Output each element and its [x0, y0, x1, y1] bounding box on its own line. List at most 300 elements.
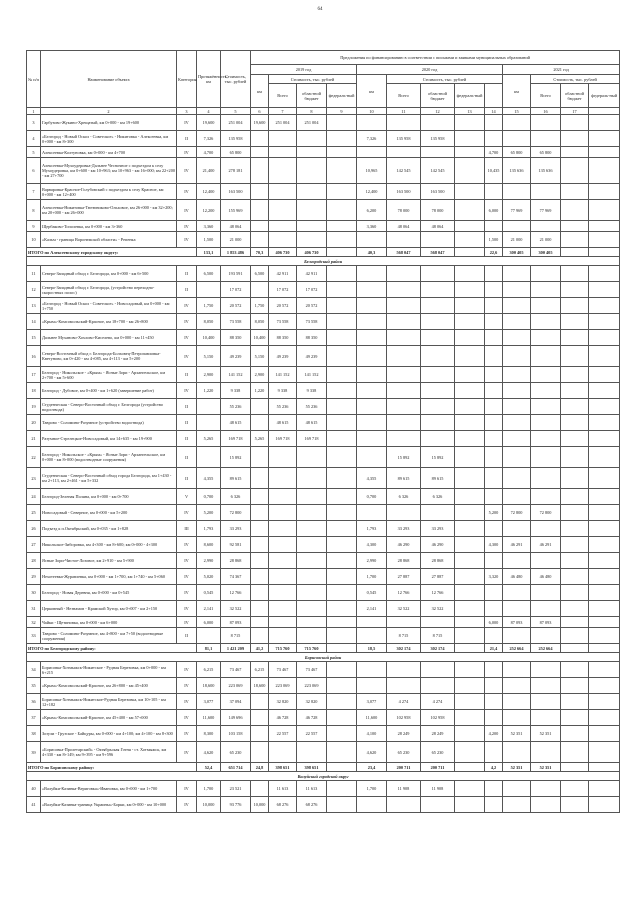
table-cell [561, 505, 589, 521]
row-number: 18 [27, 383, 41, 399]
table-cell [485, 367, 503, 383]
table-cell [561, 617, 589, 628]
row-number: 30 [27, 585, 41, 601]
table-cell [455, 489, 485, 505]
table-cell: 163 500 [387, 184, 421, 200]
table-cell [327, 115, 357, 131]
table-cell [561, 248, 589, 257]
row-number: 3 [27, 115, 41, 131]
table-cell [357, 505, 387, 521]
table-row [27, 415, 620, 431]
table-cell [589, 346, 620, 367]
table-cell: 28 868 [387, 553, 421, 569]
table-cell [455, 505, 485, 521]
table-cell: 8,050 [197, 314, 221, 330]
table-row [27, 628, 620, 644]
table-cell [327, 298, 357, 314]
table-cell: IV [177, 298, 197, 314]
table-cell [421, 298, 455, 314]
table-cell [327, 521, 357, 537]
table-cell: 715 760 [269, 644, 297, 653]
table-cell [327, 184, 357, 200]
table-cell [455, 147, 485, 158]
table-cell [357, 678, 387, 694]
table-cell [251, 147, 269, 158]
table-cell: II [177, 266, 197, 282]
table-cell: 398 651 [297, 763, 327, 772]
table-cell: 52,4 [197, 763, 221, 772]
object-name: Варваровка-Красное-Голубовский с подъездом к селу Красное, км 0+000 - км 12+400 [41, 184, 177, 200]
table-cell: 33 293 [387, 521, 421, 537]
column-number: 6 [251, 108, 269, 115]
table-cell [589, 763, 620, 772]
table-row [27, 742, 620, 763]
object-name: Белгород - Никольское - «Крым» - Ясные Зори - Архангельское, км 2+700 - км 5+600 [41, 367, 177, 383]
table-cell [327, 628, 357, 644]
table-cell: 52 351 [503, 763, 531, 772]
table-row [27, 781, 620, 797]
table-cell: 52 351 [503, 726, 531, 742]
table-cell [561, 678, 589, 694]
subtotal-row [27, 763, 620, 772]
table-cell [561, 447, 589, 468]
table-row [27, 468, 620, 489]
row-number: 23 [27, 468, 41, 489]
table-cell: 46 480 [503, 569, 531, 585]
table-cell: 8,300 [197, 726, 221, 742]
table-row [27, 131, 620, 147]
table-cell: 300 405 [503, 248, 531, 257]
federal-2020: федераль-ный [455, 84, 485, 108]
table-cell: 0,700 [357, 489, 387, 505]
total-2021: Всего [531, 84, 561, 108]
table-cell [297, 628, 327, 644]
subtotal-label: ИТОГО по Борисовскому району: [27, 763, 197, 772]
table-cell [455, 678, 485, 694]
table-cell: 73 467 [297, 662, 327, 678]
table-cell: 88 350 [297, 330, 327, 346]
table-cell [485, 383, 503, 399]
table-cell: 200 711 [387, 763, 421, 772]
table-cell [455, 367, 485, 383]
table-cell [327, 781, 357, 797]
table-row [27, 115, 620, 131]
table-cell: 5,150 [197, 346, 221, 367]
table-cell [455, 200, 485, 221]
table-cell: 10,000 [251, 797, 269, 813]
table-cell [503, 298, 531, 314]
table-cell [421, 147, 455, 158]
table-cell: 6 326 [387, 489, 421, 505]
table-row [27, 553, 620, 569]
table-cell [561, 298, 589, 314]
table-cell [387, 617, 421, 628]
table-cell: IV [177, 553, 197, 569]
object-name: Разумное-Стрелецкое-Новосадовый, км 14+635 - км 19+900 [41, 431, 177, 447]
table-cell [269, 601, 297, 617]
table-cell: 141 152 [221, 367, 251, 383]
table-cell: 135 636 [503, 158, 531, 184]
table-cell [421, 383, 455, 399]
table-cell [589, 314, 620, 330]
table-cell [503, 662, 531, 678]
table-cell [589, 553, 620, 569]
table-cell [251, 628, 269, 644]
subtotal-label: ИТОГО по Белгородскому району: [27, 644, 197, 653]
table-cell [357, 415, 387, 431]
table-row [27, 399, 620, 415]
table-cell [485, 468, 503, 489]
table-cell [561, 797, 589, 813]
table-cell [561, 694, 589, 710]
table-cell [455, 763, 485, 772]
column-number: 5 [221, 108, 251, 115]
page-number: 64 [317, 7, 323, 12]
table-cell: 1 853 486 [221, 248, 251, 257]
table-cell [589, 726, 620, 742]
table-cell [455, 537, 485, 553]
object-name: Нехотеевка-Журавлевка, км 0+000 - км 1+700, км 1+740 - км 5+060 [41, 569, 177, 585]
table-cell: IV [177, 797, 197, 813]
table-cell: 9 338 [297, 383, 327, 399]
column-number: 2 [41, 108, 177, 115]
table-cell: 223 069 [269, 678, 297, 694]
regional-2020: областной бюджет [421, 84, 455, 108]
table-cell [421, 115, 455, 131]
table-cell [387, 266, 421, 282]
table-cell: IV [177, 346, 197, 367]
object-name: Чайки - Щетиновка, км 0+000 - км 6+000 [41, 617, 177, 628]
table-cell: 4,200 [485, 726, 503, 742]
table-cell [589, 537, 620, 553]
table-cell [485, 797, 503, 813]
table-cell: IV [177, 115, 197, 131]
table-cell [531, 468, 561, 489]
table-cell [357, 115, 387, 131]
table-row [27, 431, 620, 447]
table-cell: 65 800 [531, 147, 561, 158]
table-cell [561, 330, 589, 346]
column-number: 12 [421, 108, 455, 115]
table-cell [531, 431, 561, 447]
table-cell [297, 489, 327, 505]
table-cell: 28 868 [221, 553, 251, 569]
table-cell [327, 330, 357, 346]
table-cell [387, 505, 421, 521]
table-cell [589, 131, 620, 147]
table-cell [561, 781, 589, 797]
table-cell: 6,000 [485, 200, 503, 221]
table-cell: 1,793 [357, 521, 387, 537]
table-cell [589, 158, 620, 184]
object-name: Алексеевка-Никитовка-Тютюниково-Ольховое, км 26+000 - км 32+200; км 20+000 - км 26+000 [41, 200, 177, 221]
object-name: Таврово - Соломино-Разумное (устройство водоотвода) [41, 415, 177, 431]
table-row [27, 383, 620, 399]
table-cell [455, 447, 485, 468]
table-cell: 49 239 [297, 346, 327, 367]
row-number: 12 [27, 282, 41, 298]
table-cell: IV [177, 537, 197, 553]
table-cell: 74 367 [221, 569, 251, 585]
object-name: Никольское-Зиборовка, км 4+300 - км 8+600; км 0+000 - 4+300 [41, 537, 177, 553]
table-cell [327, 617, 357, 628]
table-cell [297, 184, 327, 200]
table-cell [503, 521, 531, 537]
table-cell [327, 468, 357, 489]
table-cell [197, 415, 221, 431]
table-cell: 73 467 [269, 662, 297, 678]
table-cell [251, 601, 269, 617]
table-cell [387, 298, 421, 314]
table-cell [503, 131, 531, 147]
table-cell [503, 314, 531, 330]
table-cell [485, 314, 503, 330]
table-cell: 251 004 [297, 115, 327, 131]
table-cell: 18,600 [251, 678, 269, 694]
table-cell [485, 346, 503, 367]
table-cell [455, 232, 485, 248]
table-cell: 21,400 [197, 158, 221, 184]
table-body [27, 108, 620, 813]
object-name: Подъезд к п.Октябрьский, км 0+035 - км 1+828 [41, 521, 177, 537]
table-cell: II [177, 367, 197, 383]
table-cell [531, 266, 561, 282]
table-cell [589, 628, 620, 644]
table-cell [269, 489, 297, 505]
table-cell [485, 282, 503, 298]
table-cell: IV [177, 726, 197, 742]
table-cell: 251 004 [269, 115, 297, 131]
table-cell [503, 415, 531, 431]
row-number: 28 [27, 553, 41, 569]
table-cell [269, 628, 297, 644]
table-cell: IV [177, 505, 197, 521]
table-cell: IV [177, 200, 197, 221]
table-cell [531, 399, 561, 415]
table-cell: 252 664 [503, 644, 531, 653]
table-cell [297, 742, 327, 763]
table-cell [421, 232, 455, 248]
table-cell [455, 346, 485, 367]
table-cell [455, 115, 485, 131]
row-number: 10 [27, 232, 41, 248]
table-cell [327, 742, 357, 763]
table-cell: 12,400 [357, 184, 387, 200]
table-cell: 149 696 [221, 710, 251, 726]
table-cell: 568 047 [387, 248, 421, 257]
table-cell [421, 282, 455, 298]
regional-2021: областной бюджет [561, 84, 589, 108]
table-cell [589, 200, 620, 221]
table-row [27, 710, 620, 726]
table-cell [297, 147, 327, 158]
table-cell: 568 047 [421, 248, 455, 257]
table-cell: 251 004 [221, 115, 251, 131]
year-2020: 2020 год [357, 65, 503, 75]
table-cell [251, 569, 269, 585]
table-cell: IV [177, 678, 197, 694]
table-row [27, 346, 620, 367]
table-cell [327, 431, 357, 447]
row-number: 27 [27, 537, 41, 553]
table-cell: 1,220 [251, 383, 269, 399]
table-cell [589, 617, 620, 628]
table-cell [387, 431, 421, 447]
row-number: 39 [27, 742, 41, 763]
table-row [27, 662, 620, 678]
table-cell: 223 069 [221, 678, 251, 694]
table-cell [485, 221, 503, 232]
table-cell [357, 298, 387, 314]
table-row [27, 601, 620, 617]
table-cell [589, 489, 620, 505]
table-cell [503, 585, 531, 601]
object-name: Гарбузово-Жукино-Хрещатый, км 0+000 - км 19+600 [41, 115, 177, 131]
table-cell [387, 330, 421, 346]
table-cell [327, 248, 357, 257]
table-cell: 4 274 [387, 694, 421, 710]
table-cell [421, 415, 455, 431]
table-cell: 52 351 [531, 726, 561, 742]
table-cell [269, 505, 297, 521]
table-cell [357, 232, 387, 248]
table-row [27, 221, 620, 232]
table-cell: 46 291 [531, 537, 561, 553]
table-cell: 92 581 [221, 537, 251, 553]
table-cell: 32 522 [221, 601, 251, 617]
table-cell [503, 781, 531, 797]
table-cell: 302 174 [421, 644, 455, 653]
table-cell [485, 781, 503, 797]
table-cell [269, 447, 297, 468]
table-cell [251, 415, 269, 431]
table-cell [269, 200, 297, 221]
row-number: 15 [27, 330, 41, 346]
table-cell: 2,141 [197, 601, 221, 617]
table-cell: 4,355 [357, 468, 387, 489]
table-cell [589, 266, 620, 282]
object-name: Зозули - Грузское - Байцуры, км 0+000 - км 4+100; км 4+100 - км 8+300 [41, 726, 177, 742]
table-cell: 73 558 [221, 314, 251, 330]
table-cell: 11 908 [421, 781, 455, 797]
km-2019: км [251, 75, 269, 108]
table-cell: 406 730 [269, 248, 297, 257]
column-number: 14 [485, 108, 503, 115]
table-cell: 8 715 [421, 628, 455, 644]
table-cell: 5,265 [251, 431, 269, 447]
table-cell [503, 383, 531, 399]
table-cell: 11,600 [197, 710, 221, 726]
table-cell [197, 628, 221, 644]
object-name: Борисовка-Хотмыжск-Никитское - Рудная Березовка, км 0+000 - км 6+215 [41, 662, 177, 678]
table-cell [485, 415, 503, 431]
table-cell: 9 338 [221, 383, 251, 399]
table-cell: 24,8 [251, 763, 269, 772]
table-cell [531, 694, 561, 710]
column-number: 9 [327, 108, 357, 115]
section-title: Борисовский район [27, 653, 620, 662]
table-cell: 46 480 [531, 569, 561, 585]
table-cell [327, 489, 357, 505]
table-cell [357, 266, 387, 282]
table-cell [561, 763, 589, 772]
table-cell [387, 415, 421, 431]
table-cell: 11 613 [269, 781, 297, 797]
table-cell [251, 585, 269, 601]
table-cell: 21 000 [531, 232, 561, 248]
table-cell [531, 742, 561, 763]
table-cell [455, 298, 485, 314]
table-cell: 1,750 [251, 298, 269, 314]
table-cell: 87 093 [531, 617, 561, 628]
row-number: 7 [27, 184, 41, 200]
table-cell [251, 232, 269, 248]
table-row [27, 569, 620, 585]
table-row [27, 367, 620, 383]
table-cell: 302 174 [387, 644, 421, 653]
table-cell: 89 615 [421, 468, 455, 489]
row-number: 6 [27, 158, 41, 184]
row-number: 29 [27, 569, 41, 585]
table-cell: 49 239 [221, 346, 251, 367]
object-name: «Белгород - Новый Оскол - Советское» - Новосадовый, км 0+000 - км 1+750 [41, 298, 177, 314]
table-cell [531, 678, 561, 694]
table-cell [589, 585, 620, 601]
table-cell [503, 346, 531, 367]
table-cell [421, 662, 455, 678]
table-cell: 133,1 [197, 248, 221, 257]
table-cell [297, 569, 327, 585]
table-cell: 12 766 [421, 585, 455, 601]
table-cell [589, 742, 620, 763]
table-cell [269, 537, 297, 553]
table-cell: 12 766 [221, 585, 251, 601]
table-cell [455, 330, 485, 346]
col-name: Наименование объекта [41, 51, 177, 108]
table-cell [589, 678, 620, 694]
table-cell [387, 314, 421, 330]
table-row [27, 726, 620, 742]
table-cell [531, 314, 561, 330]
table-cell: 48 064 [387, 221, 421, 232]
table-row [27, 158, 620, 184]
object-name: Студенческая - Северо-Восточный обход г. Белгорода (устройство водоотвода) [41, 399, 177, 415]
table-cell [485, 266, 503, 282]
table-cell: IV [177, 781, 197, 797]
row-number: 32 [27, 617, 41, 628]
table-cell: 5,265 [197, 431, 221, 447]
table-cell [455, 553, 485, 569]
row-number: 8 [27, 200, 41, 221]
table-cell [269, 585, 297, 601]
row-number: 40 [27, 781, 41, 797]
table-cell [589, 399, 620, 415]
table-cell [531, 221, 561, 232]
table-cell: 27 887 [387, 569, 421, 585]
table-cell [589, 221, 620, 232]
table-cell [503, 628, 531, 644]
table-cell [561, 585, 589, 601]
table-cell [421, 505, 455, 521]
table-cell [561, 601, 589, 617]
table-cell [561, 221, 589, 232]
row-number: 9 [27, 221, 41, 232]
table-cell [589, 282, 620, 298]
table-cell [485, 662, 503, 678]
table-cell [589, 147, 620, 158]
table-cell [251, 781, 269, 797]
table-cell: IV [177, 383, 197, 399]
